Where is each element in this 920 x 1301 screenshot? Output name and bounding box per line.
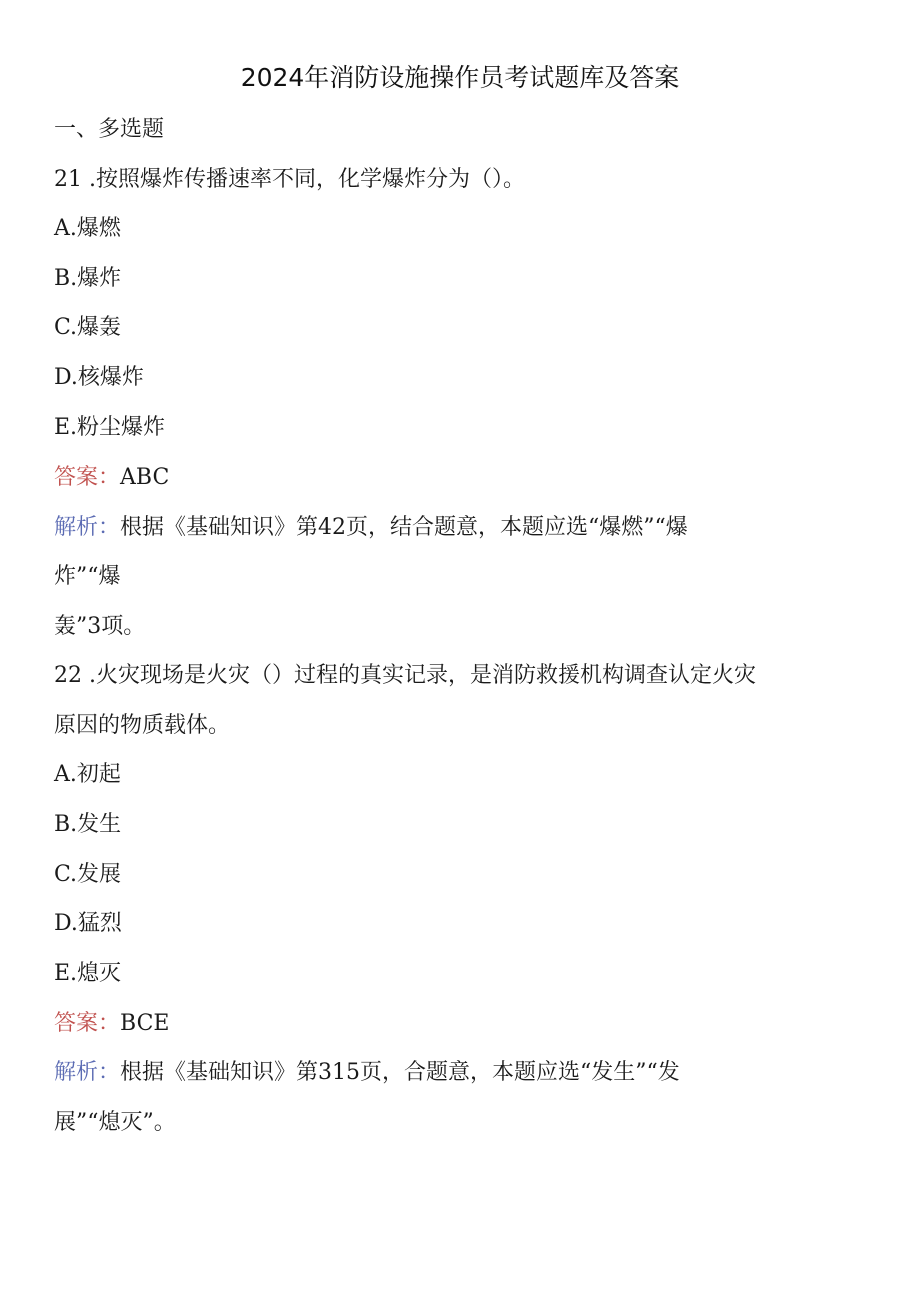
explanation-label: 解析：	[54, 1060, 121, 1085]
question-21-explanation	[54, 513, 688, 543]
question-21-option-c: C.爆轰	[54, 315, 122, 340]
question-22-stem-line-2: 原因的物质载体。	[54, 713, 231, 738]
explanation-label: 解析：	[54, 515, 121, 540]
question-22-stem: 22 .火灾现场是火灾（）过程的真实记录，是消防救援机构调查认定火灾	[54, 663, 756, 688]
question-21-option-e: E.粉尘爆炸	[54, 415, 166, 440]
question-21-option-d: D.核爆炸	[54, 365, 144, 390]
question-21-option-b: B.爆炸	[54, 266, 122, 291]
question-22-option-c: C.发展	[54, 862, 122, 887]
question-21-explanation-line-3: 轰”3项。	[54, 614, 146, 639]
question-22-option-b: B.发生	[54, 812, 122, 837]
answer-label: 答案：	[54, 1011, 121, 1036]
question-22-option-d: D.猛烈	[54, 911, 122, 936]
question-22-explanation-line-2: 展”“熄灭”。	[54, 1110, 176, 1135]
answer-label: 答案：	[54, 465, 121, 490]
question-21-answer	[54, 463, 169, 493]
document-title: 2024年消防设施操作员考试题库及答案	[240, 63, 680, 92]
question-22-option-a: A.初起	[54, 762, 121, 787]
answer-value: ABC	[120, 465, 170, 490]
question-21-option-a: A.爆燃	[54, 216, 121, 241]
question-22-option-e: E.熄灭	[54, 961, 122, 986]
explanation-text: 根据《基础知识》第315页，合题意，本题应选“发生”“发	[120, 1060, 680, 1085]
explanation-text: 根据《基础知识》第42页，结合题意，本题应选“爆燃”“爆	[120, 515, 688, 540]
question-22-answer	[54, 1009, 169, 1039]
question-22-explanation	[54, 1058, 680, 1088]
question-21-stem: 21 .按照爆炸传播速率不同，化学爆炸分为（）。	[54, 167, 525, 192]
section-heading: 一、多选题	[54, 117, 165, 142]
question-21-explanation-line-2: 炸”“爆	[54, 564, 121, 589]
answer-value: BCE	[120, 1011, 170, 1036]
